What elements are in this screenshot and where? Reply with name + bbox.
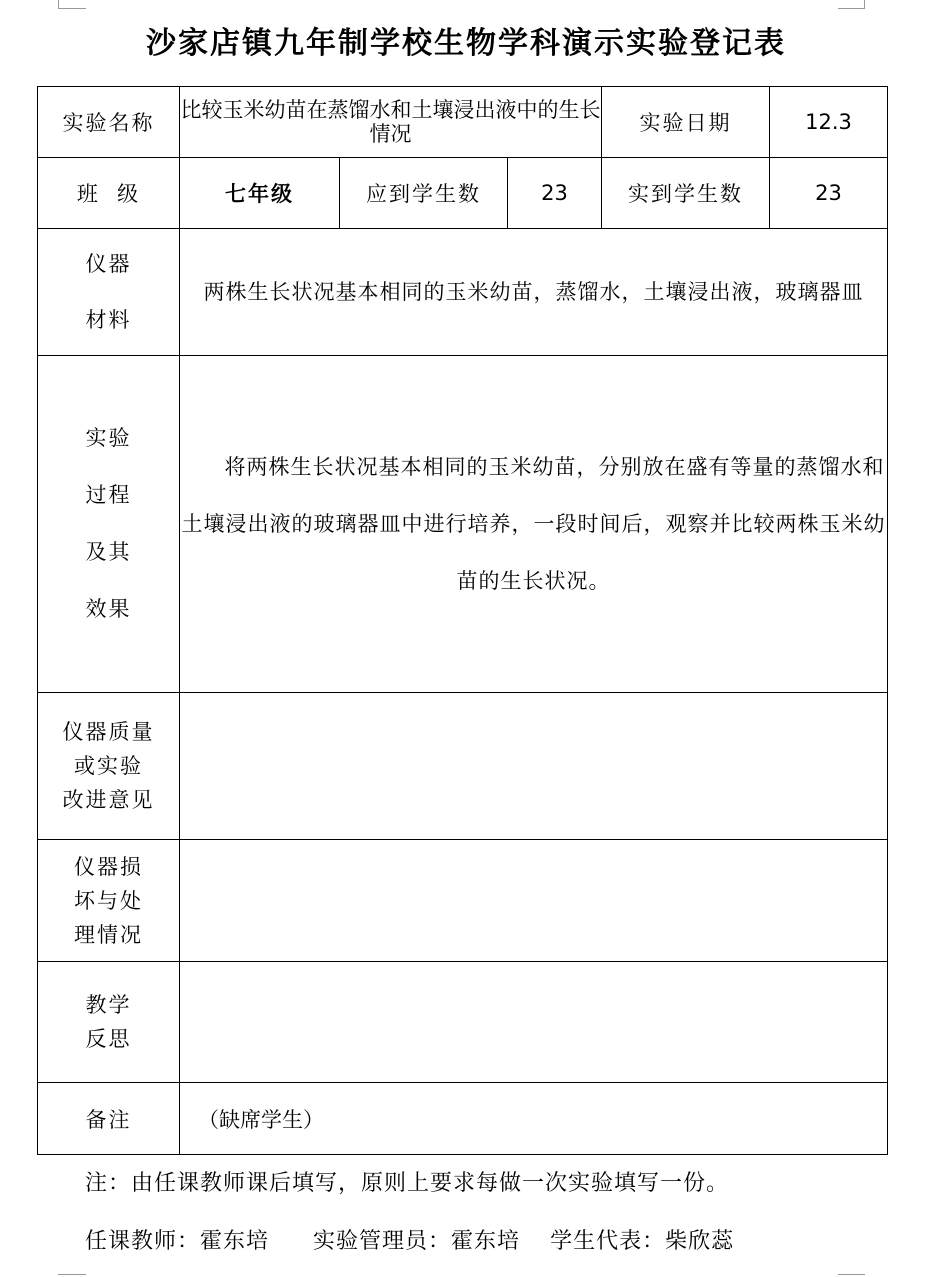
page-title: 沙家店镇九年制学校生物学科演示实验登记表 [146, 26, 786, 61]
damage-label-line3: 理情况 [74, 922, 143, 947]
student-rep-name: 柴欣蕊 [665, 1229, 735, 1254]
quality-label-line2: 或实验 [74, 754, 143, 778]
materials-value[interactable]: 两株生长状况基本相同的玉米幼苗，蒸馏水，土壤浸出液，玻璃器皿 [180, 229, 888, 356]
process-label-line3: 及其 [85, 540, 132, 564]
row-materials [38, 229, 888, 356]
row-reflection [38, 962, 888, 1083]
admin-label: 实验管理员： [313, 1229, 452, 1254]
expected-students-value[interactable]: 23 [508, 158, 602, 229]
reflection-label-line2: 反思 [85, 1027, 132, 1051]
footer-staff-line [85, 1224, 734, 1255]
row-damage [38, 840, 888, 962]
materials-label [38, 229, 180, 356]
crop-mark-bottom-right [838, 1274, 865, 1275]
experiment-name-text: 比较玉米幼苗在蒸馏水和土壤浸出液中的生长情况 [180, 98, 601, 146]
row-quality [38, 693, 888, 840]
crop-mark-top-right-h [838, 8, 865, 9]
remarks-value[interactable]: （缺席学生） [180, 1083, 888, 1155]
row-experiment-name [38, 87, 888, 158]
damage-label [38, 840, 180, 962]
damage-value[interactable] [180, 840, 888, 962]
teacher-name: 霍东培 [200, 1229, 270, 1254]
experiment-name-value[interactable] [180, 87, 602, 158]
reflection-label-line1: 教学 [85, 993, 132, 1017]
actual-students-value[interactable]: 23 [770, 158, 888, 229]
damage-label-line2: 坏与处 [74, 888, 143, 913]
damage-label-line1: 仪器损 [74, 854, 143, 879]
student-rep-label: 学生代表： [550, 1229, 666, 1254]
experiment-date-label: 实验日期 [602, 87, 770, 158]
row-remarks [38, 1083, 888, 1155]
teacher-label: 任课教师： [85, 1229, 201, 1254]
footer-note: 注：由任课教师课后填写，原则上要求每做一次实验填写一份。 [85, 1171, 730, 1196]
process-label [38, 356, 180, 693]
crop-mark-top-left [58, 0, 59, 8]
materials-label-line1: 仪器 [85, 252, 132, 276]
process-label-line4: 效果 [85, 597, 132, 621]
admin-name: 霍东培 [451, 1229, 521, 1254]
materials-label-line2: 材料 [85, 308, 132, 332]
expected-students-label: 应到学生数 [340, 158, 508, 229]
quality-label-line1: 仪器质量 [62, 720, 155, 744]
crop-mark-bottom-left [58, 1274, 86, 1275]
quality-label-line3: 改进意见 [62, 788, 155, 812]
row-class-info [38, 158, 888, 229]
crop-mark-top-right [864, 0, 865, 8]
process-label-line2: 过程 [85, 483, 132, 507]
remarks-label: 备注 [38, 1083, 180, 1155]
experiment-date-value[interactable]: 12.3 [770, 87, 888, 158]
quality-value[interactable] [180, 693, 888, 840]
row-process [38, 356, 888, 693]
class-label: 班 级 [38, 158, 180, 229]
registration-table [37, 86, 888, 1155]
actual-students-label: 实到学生数 [602, 158, 770, 229]
crop-mark-top-left-h [58, 8, 86, 9]
quality-label [38, 693, 180, 840]
reflection-value[interactable] [180, 962, 888, 1083]
process-label-line1: 实验 [85, 426, 132, 450]
experiment-name-label: 实验名称 [38, 87, 180, 158]
process-value[interactable]: 将两株生长状况基本相同的玉米幼苗，分别放在盛有等量的蒸馏水和土壤浸出液的玻璃器皿中进行培养，一段时间后，观察并比较两株玉米幼苗的生长状况。 [180, 356, 888, 693]
class-value[interactable]: 七年级 [180, 158, 340, 229]
reflection-label [38, 962, 180, 1083]
